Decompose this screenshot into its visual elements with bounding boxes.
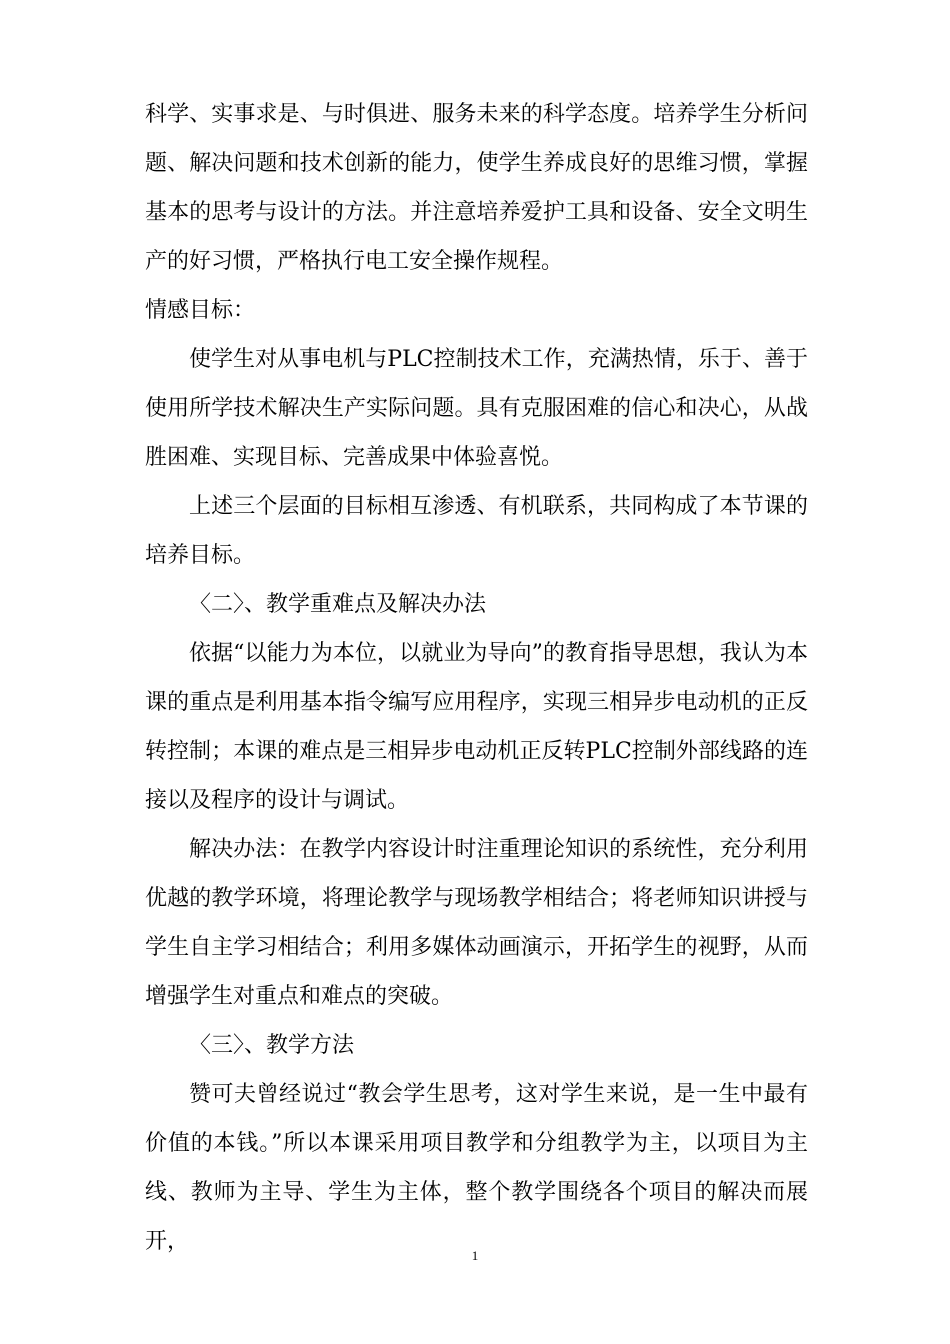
paragraph-key-points: 依据“以能力为本位，以就业为导向”的教育指导思想，我认为本课的重点是利用基本指令编写应用程序，实现三相异步电动机的正反转控制；本课的难点是三相异步电动机正反转PLC控制外部线路的连接以及程序的设计与调试。 xyxy=(145,641,808,813)
document-body xyxy=(145,90,808,1266)
paragraph-goals-summary: 上述三个层面的目标相互渗透、有机联系，共同构成了本节课的培养目标。 xyxy=(145,494,808,568)
section-heading-key-difficult-points: 〈二〉、教学重难点及解决办法 xyxy=(189,592,487,617)
paragraph-teaching-methods: 赞可夫曾经说过“教会学生思考，这对学生来说，是一生中最有价值的本钱。”所以本课采用项目教学和分组教学为主，以项目为主线、教师为主导、学生为主体，整个教学围绕各个项目的解决而展开， xyxy=(145,1082,808,1254)
heading-emotional-goals: 情感目标： xyxy=(145,298,256,323)
page-number: 1 xyxy=(471,1248,479,1263)
paragraph-attitude-continued: 科学、实事求是、与时俱进、服务未来的科学态度。培养学生分析问题、解决问题和技术创新的能力，使学生养成良好的思维习惯，掌握基本的思考与设计的方法。并注意培养爱护工具和设备、安全文明生产的好习惯，严格执行电工安全操作规程。 xyxy=(145,102,808,274)
paragraph-emotional-goals: 使学生对从事电机与PLC控制技术工作，充满热情，乐于、善于使用所学技术解决生产实际问题。具有克服困难的信心和决心，从战胜困难、实现目标、完善成果中体验喜悦。 xyxy=(145,347,808,470)
paragraph-solutions: 解决办法：在教学内容设计时注重理论知识的系统性，充分利用优越的教学环境，将理论教学与现场教学相结合；将老师知识讲授与学生自主学习相结合；利用多媒体动画演示，开拓学生的视野，从而增强学生对重点和难点的突破。 xyxy=(145,837,808,1009)
section-heading-teaching-methods: 〈三〉、教学方法 xyxy=(189,1033,355,1058)
